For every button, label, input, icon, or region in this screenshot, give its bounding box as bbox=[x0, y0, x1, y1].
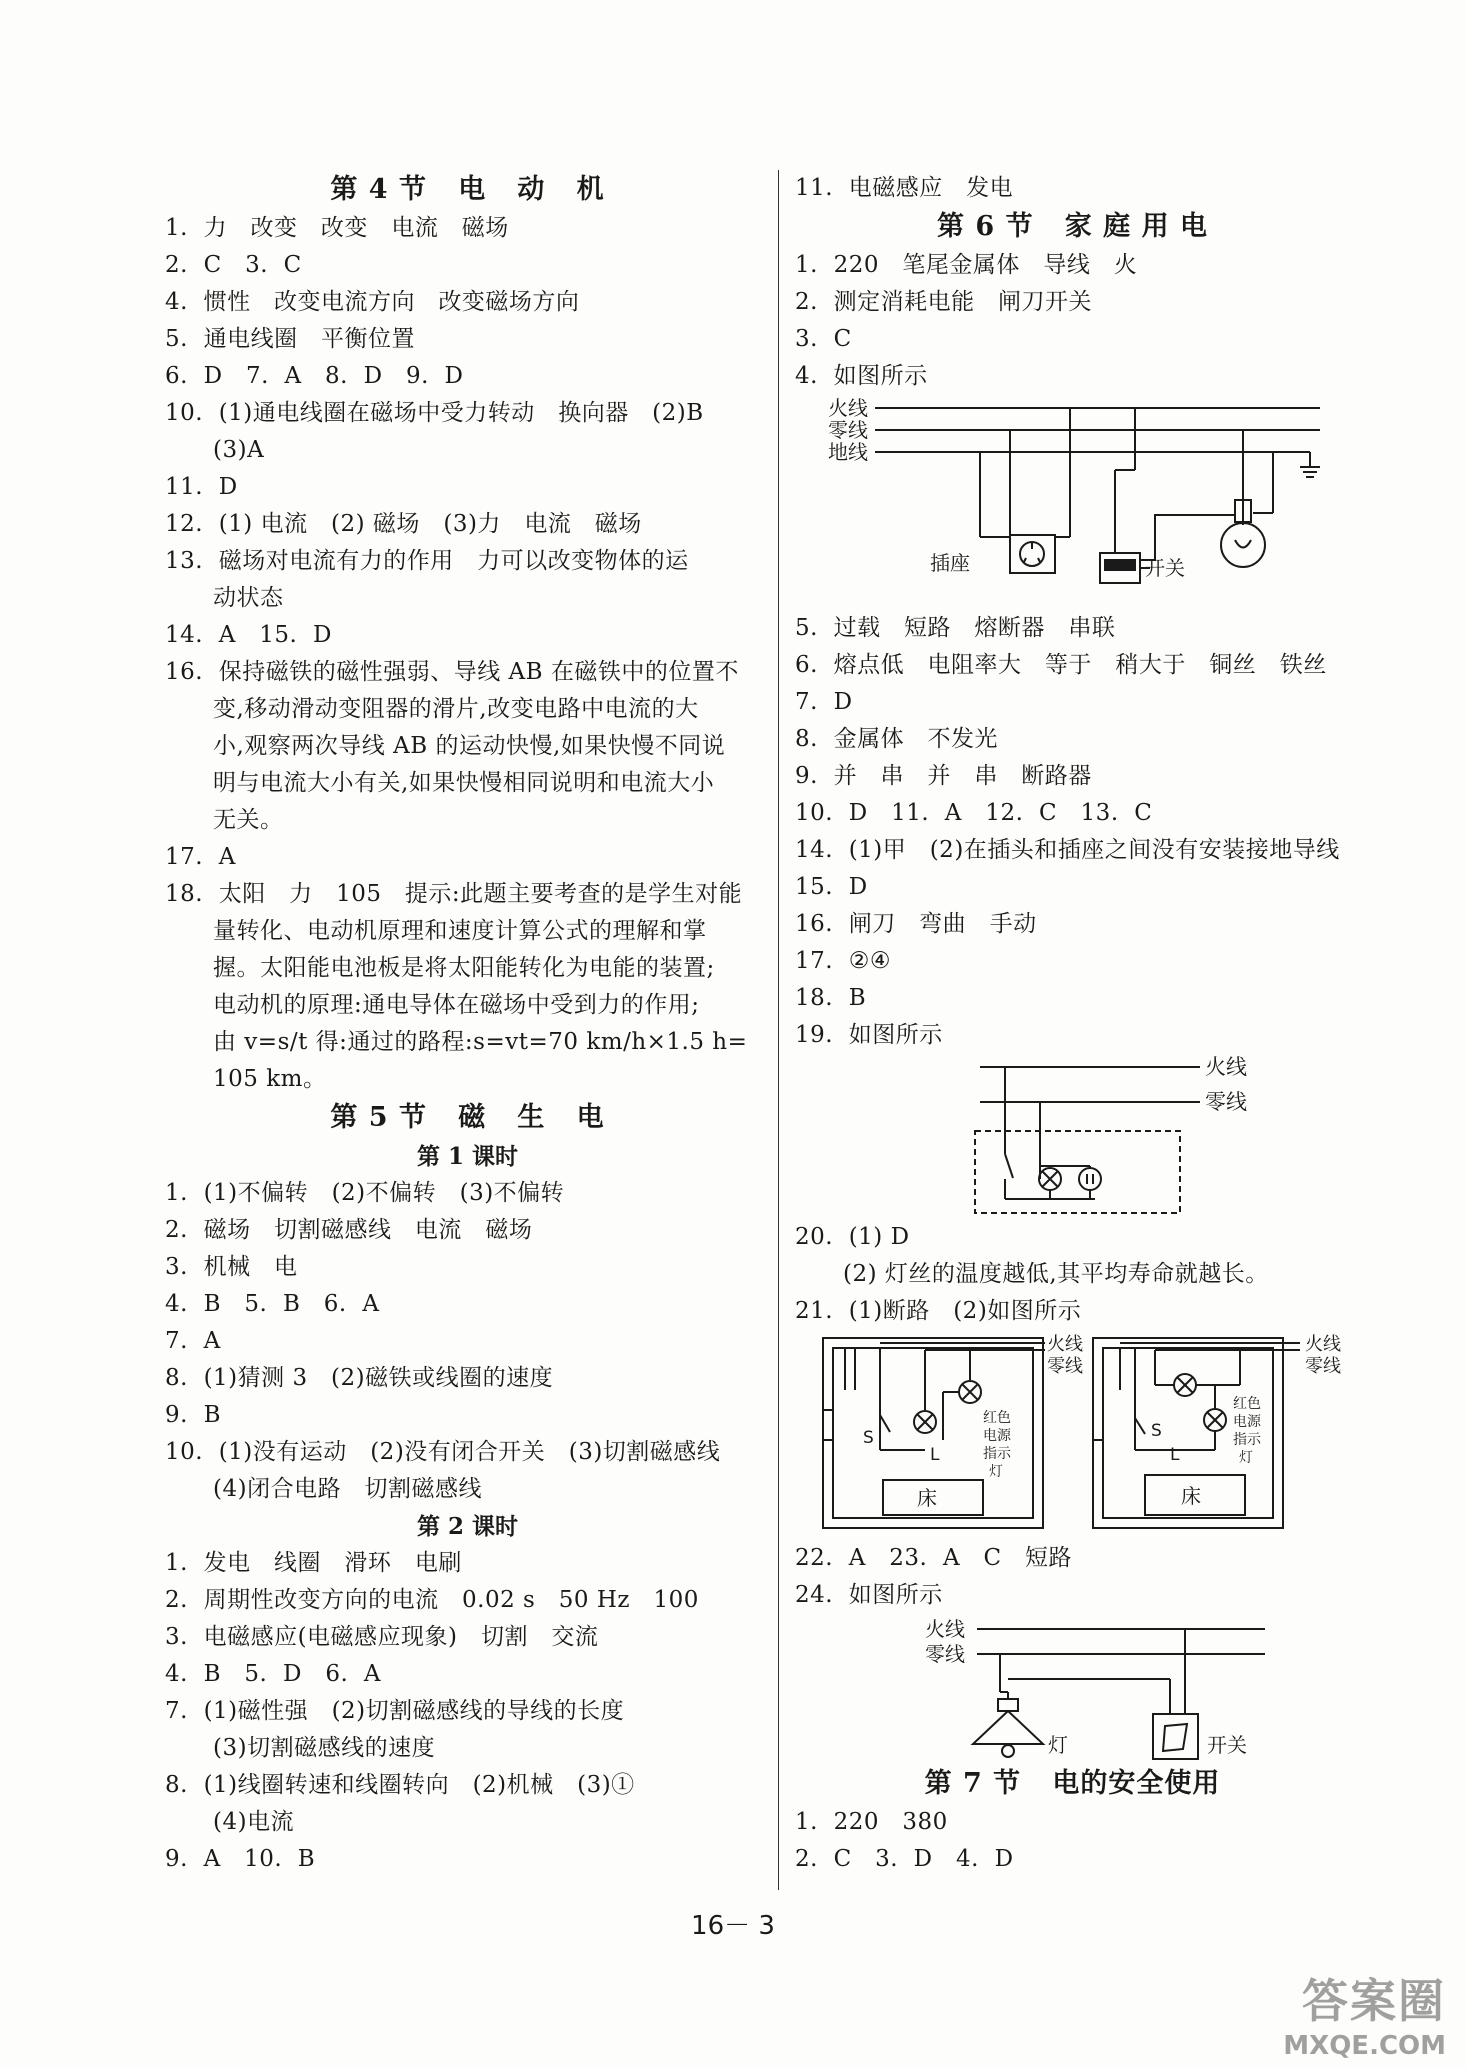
answer-line: 1. (1)不偏转 (2)不偏转 (3)不偏转 bbox=[165, 1180, 565, 1206]
switch-label: S bbox=[1151, 1421, 1162, 1441]
answer-line: 22. A 23. A C 短路 bbox=[795, 1545, 1073, 1571]
lamp-label: L bbox=[930, 1445, 940, 1465]
answer-line: 9. B bbox=[165, 1402, 221, 1428]
answer-line: 2. 测定消耗电能 闸刀开关 bbox=[795, 289, 1092, 315]
live-wire-label: 火线 bbox=[925, 1617, 965, 1641]
watermark bbox=[1283, 1965, 1446, 2061]
lesson-title: 第 1 课时 bbox=[416, 1143, 519, 1170]
switch-label: S bbox=[863, 1428, 874, 1448]
switch-icon bbox=[1100, 553, 1140, 583]
indicator-note: 指示 bbox=[983, 1446, 1011, 1462]
answer-line: 16. 闸刀 弯曲 手动 bbox=[795, 911, 1037, 937]
answer-line: 16. 保持磁铁的磁性强弱、导线 AB 在磁铁中的位置不 bbox=[165, 659, 739, 685]
lamp-label: 灯 bbox=[1048, 1733, 1068, 1757]
answer-line: 7. D bbox=[795, 689, 853, 715]
switch-label: 开关 bbox=[1145, 556, 1185, 580]
household-wiring-diagram bbox=[795, 395, 1350, 610]
answer-line: 明与电流大小有关,如果快慢相同说明和电流大小 bbox=[213, 770, 715, 796]
answer-line: 2. 磁场 切割磁感线 电流 磁场 bbox=[165, 1217, 533, 1243]
answer-line: 1. 220 380 bbox=[795, 1809, 948, 1835]
answer-line: 4. B 5. B 6. A bbox=[165, 1291, 380, 1317]
neutral-wire-label: 零线 bbox=[1205, 1090, 1247, 1114]
indicator-note: 灯 bbox=[1239, 1450, 1253, 1466]
indicator-note: 指示 bbox=[1233, 1432, 1261, 1448]
answer-line: 9. A 10. B bbox=[165, 1846, 316, 1872]
room-diagram-left bbox=[823, 1338, 1045, 1528]
answer-list bbox=[165, 1545, 770, 1878]
lamp-switch-wiring-diagram bbox=[795, 1614, 1350, 1764]
live-wire-label: 火线 bbox=[1205, 1055, 1247, 1079]
section-title: 第 6 节 家 庭 用 电 bbox=[937, 211, 1208, 242]
answer-line: 小,观察两次导线 AB 的运动快慢,如果快慢不同说 bbox=[213, 733, 726, 759]
lamp-socket-circuit-diagram bbox=[795, 1054, 1350, 1219]
answer-line: 4. 如图所示 bbox=[795, 363, 928, 389]
answer-line: 18. 太阳 力 105 提示:此题主要考查的是学生对能 bbox=[165, 881, 743, 907]
answer-line: 3. C bbox=[795, 326, 852, 352]
lamp-icon bbox=[973, 1699, 1043, 1757]
answer-line: 8. (1)猜测 3 (2)磁铁或线圈的速度 bbox=[165, 1365, 554, 1391]
switch-label: 开关 bbox=[1207, 1733, 1247, 1757]
answer-list bbox=[795, 1804, 1350, 1878]
answer-line: 6. D 7. A 8. D 9. D bbox=[165, 363, 464, 389]
section-title: 第 4 节 电 动 机 bbox=[330, 174, 605, 205]
room-diagram-right bbox=[1093, 1338, 1300, 1528]
page-number: 16－ 3 bbox=[691, 1911, 775, 1941]
answer-line: (3)A bbox=[213, 437, 265, 463]
lamp-label: L bbox=[1170, 1445, 1180, 1465]
neutral-wire-label: 零线 bbox=[1047, 1356, 1083, 1377]
answer-line: 3. 机械 电 bbox=[165, 1254, 298, 1280]
left-column bbox=[165, 170, 770, 1878]
answer-line: 18. B bbox=[795, 985, 867, 1011]
indicator-note: 红色 bbox=[983, 1410, 1011, 1426]
answer-line: 4. B 5. D 6. A bbox=[165, 1661, 382, 1687]
answer-line: 无关。 bbox=[213, 807, 284, 833]
neutral-wire-label: 零线 bbox=[828, 418, 868, 442]
answer-line: 17. ②④ bbox=[795, 948, 891, 974]
answer-line: 105 km。 bbox=[213, 1066, 327, 1092]
answer-line: 7. A bbox=[165, 1328, 221, 1354]
right-column bbox=[795, 170, 1350, 1878]
answer-line: 电动机的原理:通电导体在磁场中受到力的作用; bbox=[213, 992, 700, 1018]
answer-line: 1. 220 笔尾金属体 导线 火 bbox=[795, 252, 1138, 278]
answer-line: 10. (1)没有运动 (2)没有闭合开关 (3)切割磁感线 bbox=[165, 1439, 721, 1465]
switch-icon bbox=[880, 1415, 890, 1432]
answer-line: 4. 惯性 改变电流方向 改变磁场方向 bbox=[165, 289, 580, 315]
neutral-wire-label: 零线 bbox=[925, 1642, 965, 1666]
answer-line: (4)电流 bbox=[213, 1809, 295, 1835]
live-wire-label: 火线 bbox=[1305, 1334, 1341, 1355]
indicator-note: 红色 bbox=[1233, 1396, 1261, 1412]
answer-line: 13. 磁场对电流有力的作用 力可以改变物体的运 bbox=[165, 548, 689, 574]
room-wiring-diagram-pair bbox=[795, 1330, 1350, 1540]
answer-line: 11. D bbox=[165, 474, 238, 500]
switch-icon bbox=[1005, 1154, 1013, 1178]
answer-line: 2. 周期性改变方向的电流 0.02 s 50 Hz 100 bbox=[165, 1587, 699, 1613]
answer-line: 8. (1)线圈转速和线圈转向 (2)机械 (3)① bbox=[165, 1772, 635, 1798]
answer-line: 5. 过载 短路 熔断器 串联 bbox=[795, 615, 1116, 641]
answer-line: 握。太阳能电池板是将太阳能转化为电能的装置; bbox=[213, 955, 715, 981]
bed-label: 床 bbox=[917, 1486, 937, 1510]
answer-line: 17. A bbox=[165, 844, 236, 870]
indicator-note: 电源 bbox=[983, 1428, 1011, 1444]
answer-list bbox=[165, 1175, 770, 1508]
answer-line: (2) 灯丝的温度越低,其平均寿命就越长。 bbox=[843, 1261, 1269, 1287]
answer-list bbox=[795, 1540, 1350, 1614]
answer-line: 12. (1) 电流 (2) 磁场 (3)力 电流 磁场 bbox=[165, 511, 642, 537]
answer-line: 14. A 15. D bbox=[165, 622, 332, 648]
live-wire-label: 火线 bbox=[1047, 1334, 1083, 1355]
answer-line: 动状态 bbox=[213, 585, 284, 611]
answer-list bbox=[165, 210, 770, 1098]
answer-line: 14. (1)甲 (2)在插头和插座之间没有安装接地导线 bbox=[795, 837, 1340, 863]
answer-list bbox=[795, 247, 1350, 395]
answer-line: 10. (1)通电线圈在磁场中受力转动 换向器 (2)B bbox=[165, 400, 704, 426]
watermark-url: MXQE.COM bbox=[1283, 2031, 1446, 2061]
answer-line: 19. 如图所示 bbox=[795, 1022, 943, 1048]
answer-line: 2. C 3. C bbox=[165, 252, 302, 278]
indicator-note: 电源 bbox=[1233, 1414, 1261, 1430]
answer-line: 11. 电磁感应 发电 bbox=[795, 175, 1014, 201]
live-wire-label: 火线 bbox=[828, 396, 868, 420]
answer-list bbox=[795, 1219, 1350, 1330]
answer-line: 2. C 3. D 4. D bbox=[795, 1846, 1014, 1872]
switch-icon bbox=[1135, 1418, 1145, 1434]
answer-line: 8. 金属体 不发光 bbox=[795, 726, 998, 752]
answer-line: 5. 通电线圈 平衡位置 bbox=[165, 326, 415, 352]
socket-icon bbox=[1010, 535, 1055, 573]
answer-line: 24. 如图所示 bbox=[795, 1582, 943, 1608]
answer-list bbox=[795, 610, 1350, 1054]
answer-line: 15. D bbox=[795, 874, 868, 900]
column-divider bbox=[778, 170, 779, 1890]
neutral-wire-label: 零线 bbox=[1305, 1356, 1341, 1377]
lesson-title: 第 2 课时 bbox=[416, 1513, 519, 1540]
answer-line: 20. (1) D bbox=[795, 1224, 910, 1250]
answer-line: 变,移动滑动变阻器的滑片,改变电路中电流的大 bbox=[213, 696, 699, 722]
answer-line: 7. (1)磁性强 (2)切割磁感线的导线的长度 bbox=[165, 1698, 625, 1724]
bed-label: 床 bbox=[1181, 1484, 1201, 1508]
answer-line: 1. 发电 线圈 滑环 电刷 bbox=[165, 1550, 462, 1576]
answer-line: 3. 电磁感应(电磁感应现象) 切割 交流 bbox=[165, 1624, 599, 1650]
watermark-logo: 答案圈 bbox=[1302, 1974, 1446, 2028]
socket-icon bbox=[1079, 1168, 1101, 1190]
section-title: 第 5 节 磁 生 电 bbox=[330, 1102, 605, 1133]
answer-line: (4)闭合电路 切割磁感线 bbox=[213, 1476, 483, 1502]
answer-line: 10. D 11. A 12. C 13. C bbox=[795, 800, 1153, 826]
switch-icon bbox=[1153, 1714, 1198, 1759]
answer-line: 6. 熔点低 电阻率大 等于 稍大于 铜丝 铁丝 bbox=[795, 652, 1327, 678]
answer-line: 由 v=s/t 得:通过的路程:s=vt=70 km/h×1.5 h= bbox=[213, 1029, 748, 1055]
answer-line: 1. 力 改变 改变 电流 磁场 bbox=[165, 215, 509, 241]
answer-line: 量转化、电动机原理和速度计算公式的理解和掌 bbox=[213, 918, 707, 944]
socket-label: 插座 bbox=[930, 551, 970, 575]
answer-line: (3)切割磁感线的速度 bbox=[213, 1735, 436, 1761]
ground-symbol-icon bbox=[1300, 452, 1320, 477]
section-title: 第 7 节 电的安全使用 bbox=[924, 1768, 1221, 1799]
ground-wire-label: 地线 bbox=[828, 440, 868, 464]
answer-line: 21. (1)断路 (2)如图所示 bbox=[795, 1298, 1082, 1324]
indicator-note: 灯 bbox=[989, 1464, 1003, 1480]
answer-line: 9. 并 串 并 串 断路器 bbox=[795, 763, 1092, 789]
